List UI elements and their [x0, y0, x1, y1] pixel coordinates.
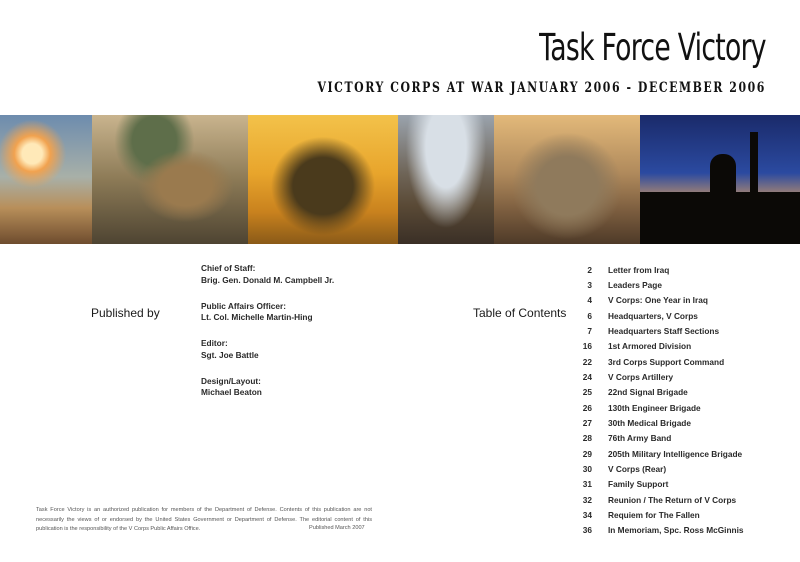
table-of-contents: [570, 262, 744, 538]
toc-page-number: 31: [582, 479, 592, 490]
published-date: Published March 2007: [309, 525, 365, 531]
staff-entry: [201, 338, 334, 361]
toc-entry[interactable]: [570, 461, 744, 476]
toc-entry[interactable]: [570, 400, 744, 415]
toc-page-number: 16: [582, 341, 592, 352]
toc-entry[interactable]: [570, 277, 744, 292]
photo-soldiers-vehicle: [92, 115, 248, 244]
toc-entry-title: V Corps (Rear): [608, 463, 667, 474]
toc-page-number: 7: [587, 325, 592, 336]
photo-patrol: [494, 115, 640, 244]
magazine-subtitle: VICTORY CORPS AT WAR JANUARY 2006 - DECEMBER 2006: [317, 80, 766, 96]
toc-entry[interactable]: [570, 477, 744, 492]
staff-list: [201, 263, 334, 413]
toc-entry-title: 22nd Signal Brigade: [608, 387, 688, 398]
toc-entry[interactable]: [570, 507, 744, 522]
disclaimer-text: Task Force Victory is an authorized publication for members of the Department of Defense. Contents of this publication are not necessarily the views of or endorsed by the United States Government or Department of Defense. The editorial content of this publication is the responsibility of the V Corps Public Affairs Office.: [36, 507, 372, 532]
photo-sunset-silhouette: [640, 115, 800, 244]
toc-page-number: 3: [587, 279, 592, 290]
toc-page-number: 28: [582, 433, 592, 444]
toc-page-number: 24: [582, 371, 592, 382]
toc-entry[interactable]: [570, 492, 744, 507]
toc-entry-title: V Corps: One Year in Iraq: [608, 295, 708, 306]
staff-name: Sgt. Joe Battle: [201, 349, 259, 360]
staff-role: Chief of Staff:: [201, 263, 256, 273]
staff-role: Public Affairs Officer:: [201, 300, 286, 311]
toc-entry-title: 205th Military Intelligence Brigade: [608, 448, 743, 459]
staff-entry: [201, 263, 334, 286]
photo-helicopter: [248, 115, 398, 244]
toc-entry-title: 1st Armored Division: [608, 341, 692, 352]
magazine-title: Task Force Victory: [539, 26, 766, 69]
toc-entry[interactable]: [570, 354, 744, 369]
toc-entry-title: 76th Army Band: [608, 433, 672, 444]
staff-name: Brig. Gen. Donald M. Campbell Jr.: [201, 274, 335, 285]
staff-role: Editor:: [201, 338, 228, 348]
toc-entry[interactable]: [570, 446, 744, 461]
staff-name: Michael Beaton: [201, 387, 262, 397]
toc-entry-title: V Corps Artillery: [608, 371, 674, 382]
toc-entry-title: 130th Engineer Brigade: [608, 402, 701, 413]
toc-entry-title: Leaders Page: [608, 279, 662, 290]
photo-mortar-firing: [0, 115, 92, 244]
toc-page-number: 25: [582, 387, 592, 398]
toc-entry[interactable]: [570, 323, 744, 338]
toc-page-number: 27: [582, 417, 592, 428]
toc-entry[interactable]: [570, 415, 744, 430]
toc-page-number: 32: [582, 494, 592, 505]
toc-entry-title: In Memoriam, Spc. Ross McGinnis: [608, 525, 744, 536]
toc-entry[interactable]: [570, 293, 744, 308]
toc-entry-title: Headquarters, V Corps: [608, 310, 698, 321]
toc-entry-title: Letter from Iraq: [608, 264, 670, 275]
toc-entry[interactable]: [570, 262, 744, 277]
toc-entry[interactable]: [570, 385, 744, 400]
toc-entry-title: 30th Medical Brigade: [608, 417, 691, 428]
toc-entry[interactable]: [570, 369, 744, 384]
toc-page-number: 29: [582, 448, 592, 459]
published-by-label: Published by: [91, 306, 160, 320]
toc-page-number: 34: [582, 509, 592, 520]
staff-entry: [201, 301, 334, 324]
toc-entry[interactable]: [570, 431, 744, 446]
toc-entry-title: Headquarters Staff Sections: [608, 325, 720, 336]
toc-entry-title: Reunion / The Return of V Corps: [608, 494, 737, 505]
photo-strip: [0, 115, 800, 244]
staff-entry: [201, 376, 334, 399]
toc-entry[interactable]: [570, 308, 744, 323]
photo-aircraft-cabin: [398, 115, 494, 244]
toc-entry-title: 3rd Corps Support Command: [608, 356, 725, 367]
toc-page-number: 30: [582, 463, 592, 474]
toc-page-number: 22: [582, 356, 592, 367]
toc-page-number: 6: [587, 310, 592, 321]
table-of-contents-label: Table of Contents: [473, 306, 567, 320]
staff-role: Design/Layout:: [201, 375, 261, 386]
toc-entry-title: Family Support: [608, 479, 669, 490]
toc-page-number: 2: [587, 264, 592, 275]
toc-page-number: 4: [587, 295, 592, 306]
toc-entry-title: Requiem for The Fallen: [608, 509, 700, 520]
toc-entry[interactable]: [570, 523, 744, 538]
toc-page-number: 26: [582, 402, 592, 413]
toc-page-number: 36: [582, 525, 592, 536]
toc-entry[interactable]: [570, 339, 744, 354]
staff-name: Lt. Col. Michelle Martin-Hing: [201, 312, 313, 322]
